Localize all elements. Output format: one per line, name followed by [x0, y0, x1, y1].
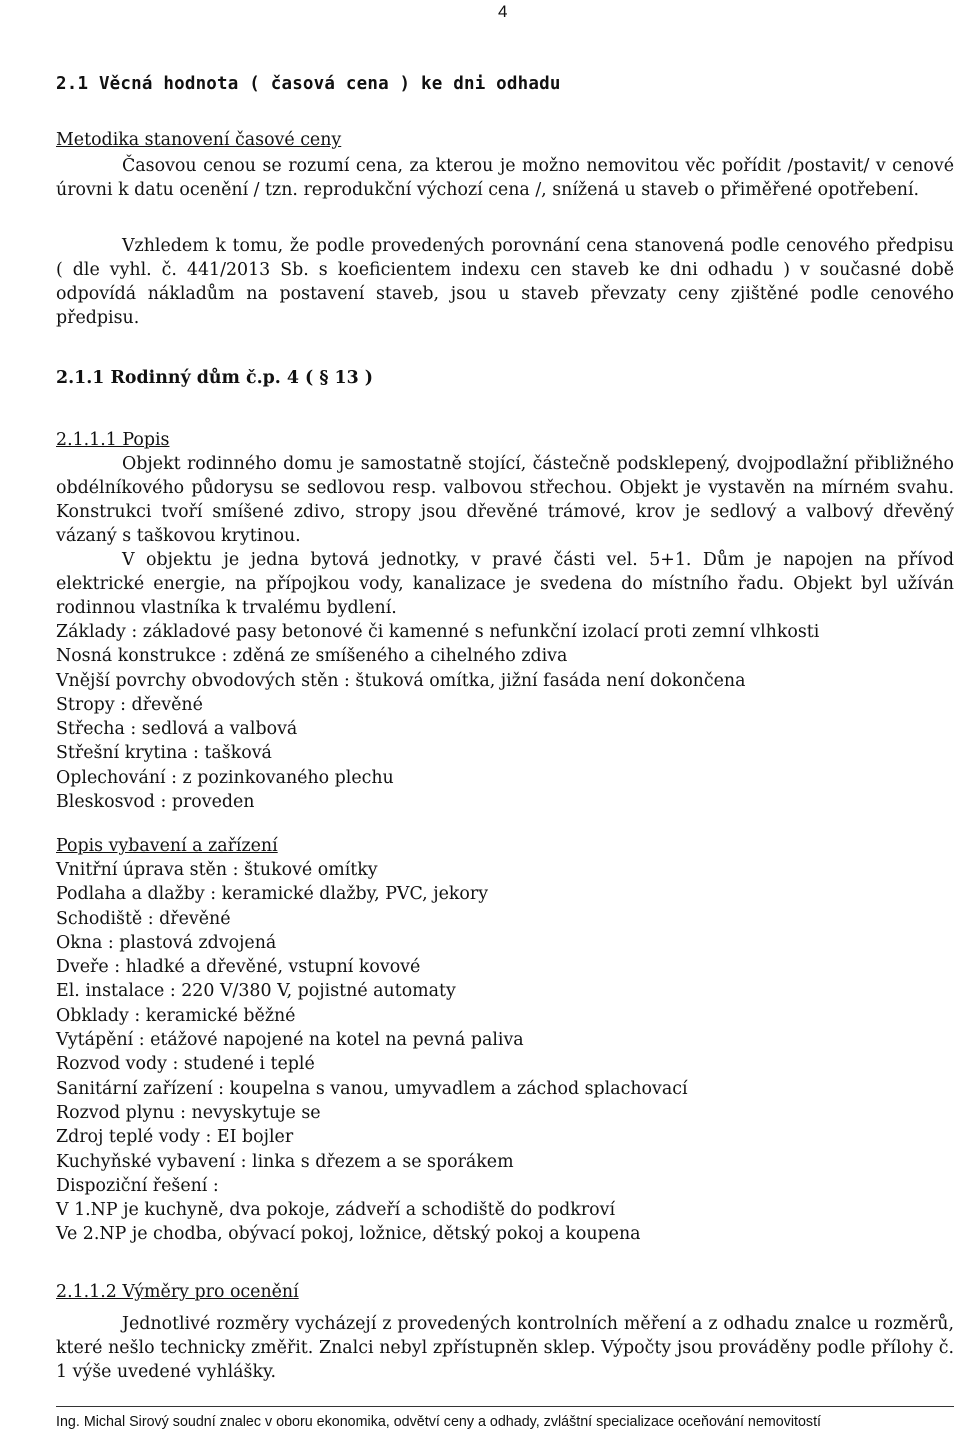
- vymery-paragraph: Jednotlivé rozměry vycházejí z provedených kontrolních měření a z odhadu znalce u rozměrů, které nešlo technicky změřit. Znalci nebyl zpřístupněn sklep. Výpočty jsou prováděny podle přílohy č. 1 výše uvedené vyhlášky.: [56, 1314, 954, 1382]
- list-item: Nosná konstrukce : zděná ze smíšeného a cihelného zdiva: [56, 646, 568, 667]
- popis-paragraph-1: Objekt rodinného domu je samostatně stojící, částečně podsklepený, dvojpodlažní přibližného obdélníkového půdorysu se sedlovou resp. valbovou střechou. Objekt je vystavěn na mírném svahu. Konstrukci tvoří smíšené zdivo, stropy jsou dřevěné trámové, krov je sedlový a valbový dřevěný vázaný s taškovou krytinou.: [56, 454, 954, 546]
- list-item: Kuchyňské vybavení : linka s dřezem a se sporákem: [56, 1151, 514, 1172]
- list-item: V 1.NP je kuchyně, dva pokoje, zádveří a schodiště do podkroví: [56, 1200, 616, 1221]
- section-heading: 2.1.1 Rodinný dům č.p. 4 ( § 13 ): [56, 368, 373, 388]
- list-item: Okna : plastová zdvojená: [56, 932, 277, 953]
- list-item: Ve 2.NP je chodba, obývací pokoj, ložnice, dětský pokoj a koupena: [56, 1224, 641, 1245]
- list-item: Základy : základové pasy betonové či kamenné s nefunkční izolací proti zemní vlhkosti: [56, 622, 820, 642]
- list-item: Dveře : hladké a dřevěné, vstupní kovové: [56, 957, 421, 978]
- list-item: El. instalace : 220 V/380 V, pojistné automaty: [56, 981, 456, 1002]
- equipment-title: Popis vybavení a zařízení: [56, 836, 278, 856]
- method-title: Metodika stanovení časové ceny: [56, 130, 342, 150]
- list-item: Vytápění : etážové napojené na kotel na pevná paliva: [56, 1030, 524, 1051]
- list-item: Sanitární zařízení : koupelna s vanou, umyvadlem a záchod splachovací: [56, 1078, 688, 1099]
- list-item: Rozvod vody : studené i teplé: [56, 1054, 315, 1075]
- list-item: Stropy : dřevěné: [56, 694, 203, 715]
- construction-list: [56, 620, 819, 814]
- popis-paragraph-2: V objektu je jedna bytová jednotky, v pravé části vel. 5+1. Dům je napojen na přívod elektrické energie, na přípojkou vody, kanalizace je svedena do místního řadu. Objekt byl užíván rodinnou vlastníka k trvalému bydlení.: [56, 550, 954, 618]
- equipment-list: [56, 858, 688, 1247]
- footer-divider: [56, 1406, 954, 1407]
- list-item: Rozvod plynu : nevyskytuje se: [56, 1102, 321, 1123]
- page-number: 4: [498, 2, 508, 21]
- method-paragraph-1: Časovou cenou se rozumí cena, za kterou je možno nemovitou věc pořídit /postavit/ v cenové úrovni k datu ocenění / tzn. reprodukční výchozí cena /, snížená u staveb o přiměřené opotřebení.: [56, 156, 954, 200]
- list-item: Střešní krytina : tašková: [56, 743, 272, 764]
- list-item: Bleskosvod : proveden: [56, 792, 255, 813]
- list-item: Střecha : sedlová a valbová: [56, 719, 298, 740]
- list-item: Zdroj teplé vody : EI bojler: [56, 1127, 294, 1148]
- popis-title: 2.1.1.1 Popis: [56, 430, 170, 450]
- list-item: Podlaha a dlažby : keramické dlažby, PVC, jekory: [56, 884, 489, 905]
- list-item: Oplechování : z pozinkovaného plechu: [56, 767, 394, 788]
- list-item: Schodiště : dřevěné: [56, 908, 231, 929]
- chapter-heading: 2.1 Věcná hodnota ( časová cena ) ke dni odhadu: [56, 74, 561, 94]
- vymery-title: 2.1.1.2 Výměry pro ocenění: [56, 1282, 299, 1302]
- list-item: Dispoziční řešení :: [56, 1175, 219, 1196]
- list-item: Vnitřní úprava stěn : štukové omítky: [56, 860, 378, 880]
- list-item: Vnější povrchy obvodových stěn : štuková omítka, jižní fasáda není dokončena: [56, 670, 746, 691]
- page-footer: Ing. Michal Sirový soudní znalec v oboru ekonomika, odvětví ceny a odhady, zvláštní specializace oceňování nemovitostí: [56, 1414, 822, 1430]
- method-paragraph-2: Vzhledem k tomu, že podle provedených porovnání cena stanovená podle cenového předpisu ( dle vyhl. č. 441/2013 Sb. s koeficientem indexu cen staveb ke dni odhadu ) v současné době odpovídá nákladům na postavení staveb, jsou u staveb převzaty ceny zjištěné podle cenového předpisu.: [56, 236, 954, 328]
- list-item: Obklady : keramické běžné: [56, 1005, 296, 1026]
